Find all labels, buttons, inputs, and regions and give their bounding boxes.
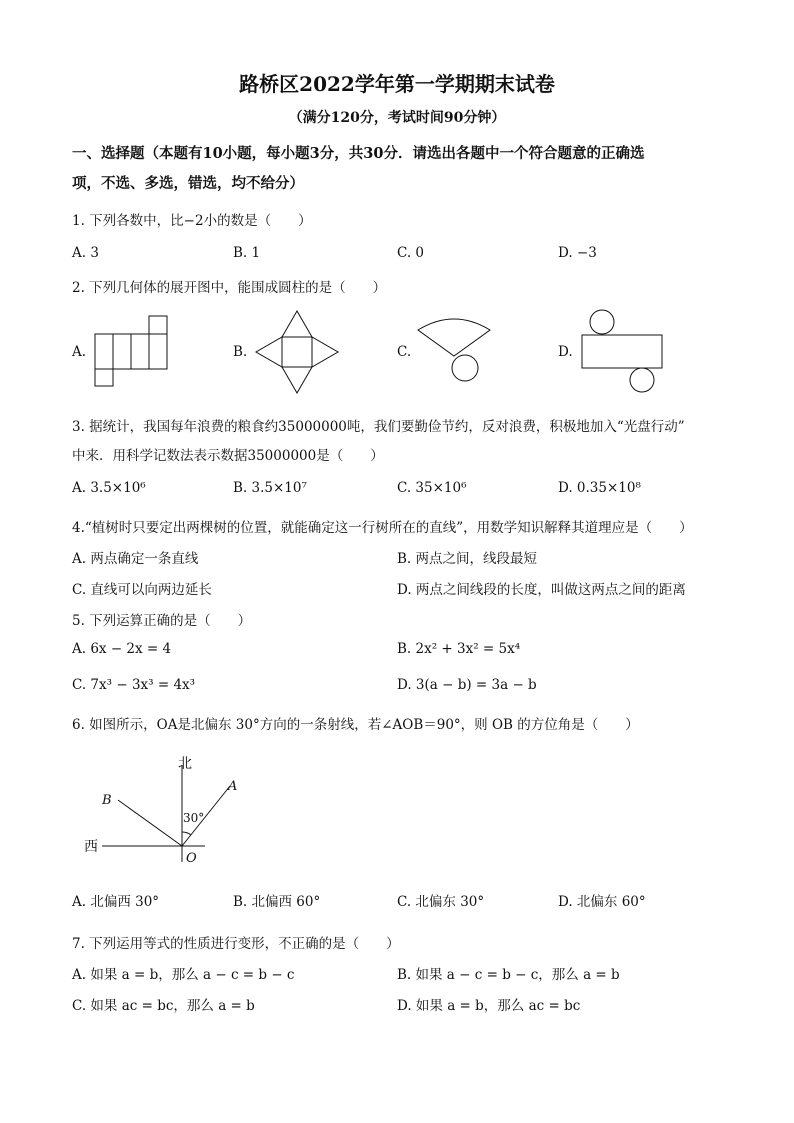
q2-option-b: B. [233,344,248,360]
q6-option-b: B. 北偏西 60° [233,894,321,910]
q2-figure-c-net [416,316,496,384]
q7-option-a: A. 如果 a = b，那么 a − c = b − c [72,967,295,983]
q7-option-b: B. 如果 a − c = b − c，那么 a = b [397,967,620,983]
q4-option-a: A. 两点确定一条直线 [72,551,199,567]
q2-option-a: A. [72,344,87,360]
q4-option-d: D. 两点之间线段的长度，叫做这两点之间的距离 [397,582,686,598]
section-heading-line1: 一、选择题（本题有10小题，每小题3分，共30分．请选出各题中一个符合题意的正确选 [72,145,645,162]
q3-option-a: A. 3.5×10⁶ [72,480,146,496]
q5-option-b: B. 2x² + 3x² = 5x⁴ [397,641,521,657]
q6-compass-figure [80,750,260,875]
q3-option-b: B. 3.5×10⁷ [233,480,307,496]
q2-figure-d-net [580,308,666,394]
q5-option-d: D. 3(a − b) = 3a − b [397,677,537,693]
q6-label-west: 西 [84,839,98,855]
q1-option-b: B. 1 [233,245,261,261]
q7-option-d: D. 如果 a = b，那么 ac = bc [397,998,581,1014]
q6-label-north: 北 [178,756,192,772]
q6-label-angle: 30° [183,811,205,825]
question-6-stem: 6. 如图所示，OA是北偏东 30°方向的一条射线，若∠AOB＝90°，则 OB 的方位角是（ ） [72,717,639,733]
section-heading-line2: 项，不选、多选，错选，均不给分） [72,175,304,192]
q6-label-o: O [186,851,197,866]
q1-option-d: D. −3 [558,245,597,261]
q2-option-c: C. [397,344,412,360]
question-4-stem: 4.“植树时只要定出两棵树的位置，就能确定这一行树所在的直线”，用数学知识解释其道理应是（ ） [72,520,693,536]
question-2-stem: 2. 下列几何体的展开图中，能围成圆柱的是（ ） [72,280,387,296]
q1-option-a: A. 3 [72,245,99,261]
q1-option-c: C. 0 [397,245,425,261]
question-1-stem: 1. 下列各数中，比−2小的数是（ ） [72,213,312,229]
question-5-stem: 5. 下列运算正确的是（ ） [72,613,252,629]
q2-figure-b-net [254,309,340,395]
q6-label-b: B [102,793,112,808]
q5-option-c: C. 7x³ − 3x³ = 4x³ [72,677,196,693]
q6-option-c: C. 北偏东 30° [397,894,485,910]
q2-figure-a-net [90,312,180,392]
q4-option-b: B. 两点之间，线段最短 [397,551,538,567]
q4-option-c: C. 直线可以向两边延长 [72,582,212,598]
exam-title: 路桥区2022学年第一学期期末试卷 [239,72,555,96]
question-3-stem-line1: 3. 据统计，我国每年浪费的粮食约35000000吨，我们要勤俭节约，反对浪费，积极地加入“光盘行动” [72,419,685,435]
exam-subtitle: （满分120分，考试时间90分钟） [288,110,506,126]
q6-label-a: A [228,779,238,794]
q5-option-a: A. 6x − 2x = 4 [72,641,172,657]
question-7-stem: 7. 下列运用等式的性质进行变形，不正确的是（ ） [72,936,400,952]
q2-option-d: D. [558,344,573,360]
q3-option-d: D. 0.35×10⁸ [558,480,641,496]
q6-option-d: D. 北偏东 60° [558,894,646,910]
question-3-stem-line2: 中来．用科学记数法表示数据35000000是（ ） [72,448,384,464]
q7-option-c: C. 如果 ac = bc，那么 a = b [72,998,255,1014]
q6-option-a: A. 北偏西 30° [72,894,160,910]
q3-option-c: C. 35×10⁶ [397,480,467,496]
